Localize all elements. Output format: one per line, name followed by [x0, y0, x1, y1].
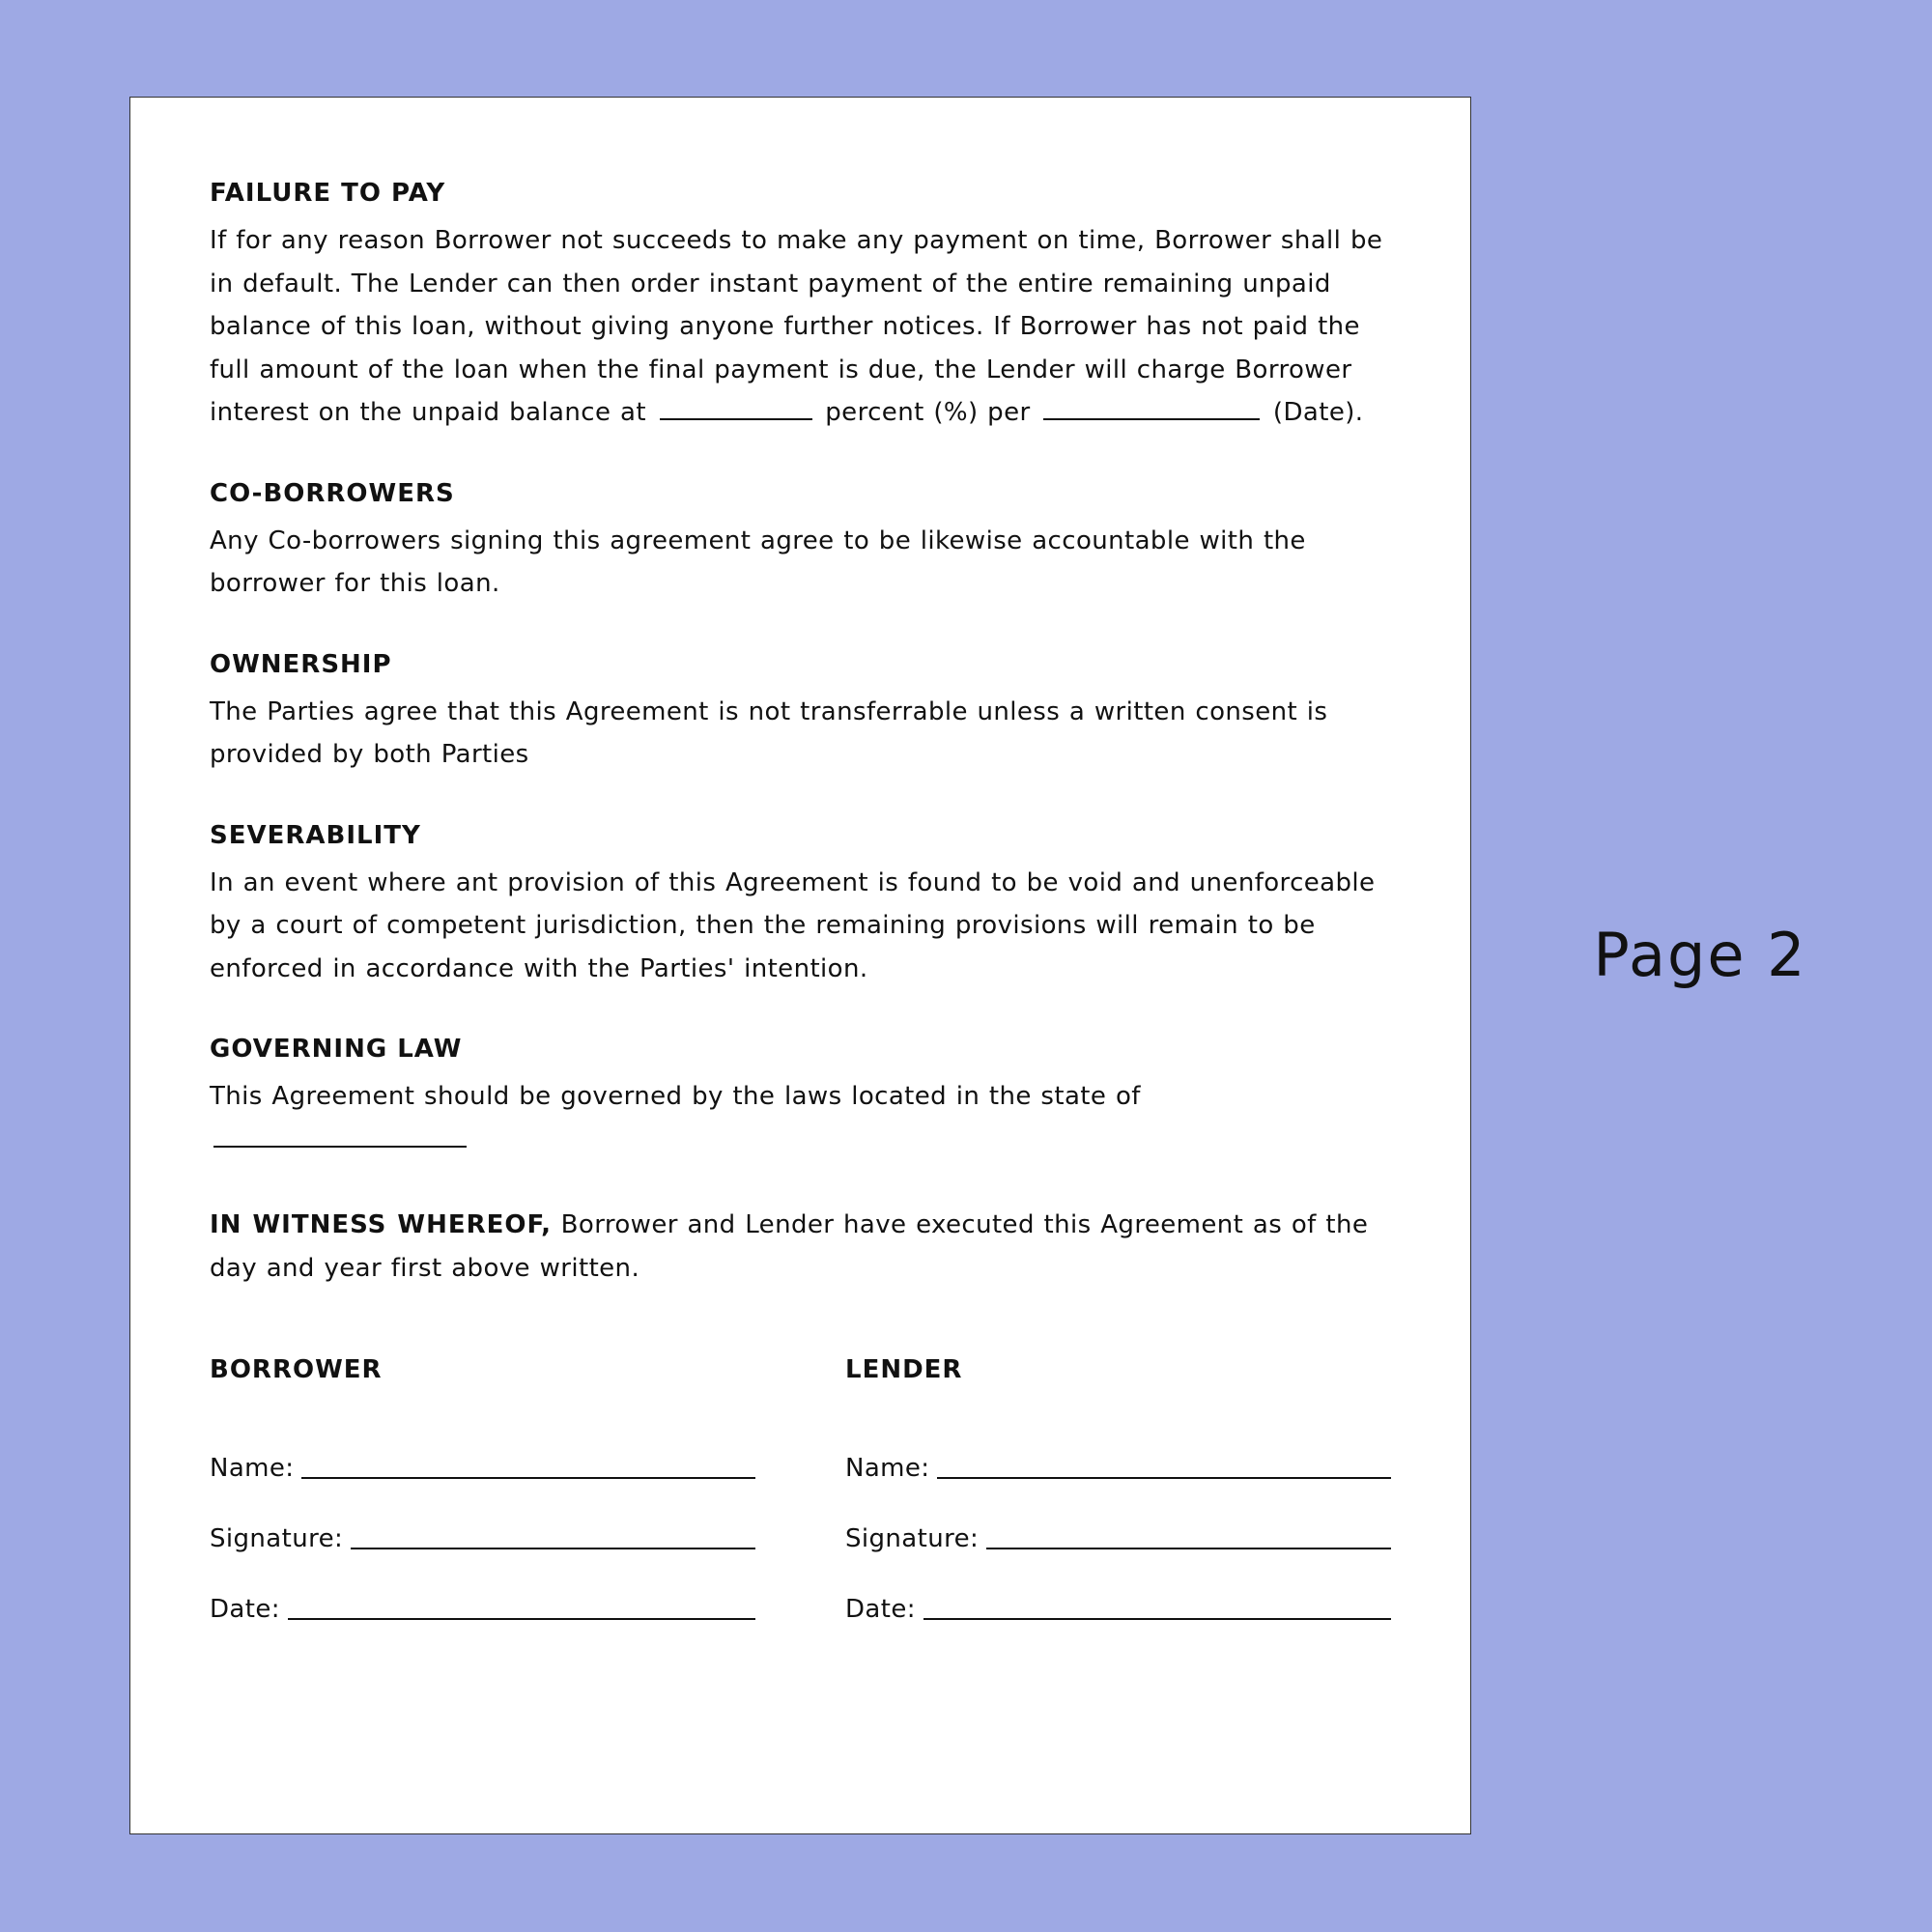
borrower-date-field[interactable] [288, 1618, 755, 1620]
borrower-signature-label: Signature: [210, 1524, 344, 1553]
page-number-label: Page 2 [1593, 920, 1807, 990]
lender-date-line[interactable] [845, 1591, 1391, 1624]
lender-name-field[interactable] [937, 1477, 1391, 1479]
section-ownership [210, 648, 1398, 777]
borrower-signature-column [210, 1353, 755, 1624]
witness-bold-text: IN WITNESS WHEREOF, [210, 1210, 552, 1239]
witness-text [210, 1204, 1398, 1290]
document-content [210, 177, 1398, 1332]
borrower-name-line[interactable] [210, 1450, 755, 1483]
section-severability [210, 819, 1398, 991]
lender-date-field[interactable] [923, 1618, 1391, 1620]
section-governing-law [210, 1033, 1398, 1161]
failure-to-pay-text-part1: If for any reason Borrower not succeeds to make any payment on time, Borrower shall be in default. The Lender can then order instant payment of the entire remaining unpaid balance of this loan, without giving anyone further notices. If Borrower has not paid the full amount of the loan when the final payment is due, the Lender will charge Borrower interest on the unpaid balance at [210, 226, 1383, 427]
state-blank[interactable] [213, 1124, 467, 1148]
borrower-date-line[interactable] [210, 1591, 755, 1624]
interest-period-blank[interactable] [1043, 397, 1260, 420]
failure-to-pay-text-part2: percent (%) per [825, 398, 1031, 427]
governing-law-text [210, 1075, 1398, 1161]
signature-block [210, 1353, 1398, 1662]
borrower-name-label: Name: [210, 1454, 295, 1483]
lender-signature-label: Signature: [845, 1524, 980, 1553]
ownership-heading: OWNERSHIP [210, 649, 392, 679]
severability-text: In an event where ant provision of this Agreement is found to be void and unenforceable by a court of competent jurisdiction, then the remaining provisions will remain to be enforced in accordance with the Parties' intention. [210, 867, 1376, 983]
ownership-text: The Parties agree that this Agreement is not transferrable unless a written consent is provided by both Parties [210, 696, 1328, 769]
lender-name-label: Name: [845, 1454, 930, 1483]
lender-name-line[interactable] [845, 1450, 1391, 1483]
lender-date-label: Date: [845, 1595, 916, 1624]
borrower-name-field[interactable] [301, 1477, 755, 1479]
lender-signature-column [845, 1353, 1391, 1624]
document-page [129, 97, 1471, 1834]
borrower-title: BORROWER [210, 1355, 383, 1384]
witness-body-text: Borrower and Lender have executed this Agreement as of the day and year first above written. [210, 1210, 1369, 1283]
borrower-signature-line[interactable] [210, 1520, 755, 1553]
governing-law-heading: GOVERNING LAW [210, 1035, 463, 1064]
section-failure-to-pay [210, 177, 1398, 435]
co-borrowers-text: Any Co-borrowers signing this agreement agree to be likewise accountable with the borrower for this loan. [210, 526, 1306, 598]
severability-heading: SEVERABILITY [210, 820, 421, 850]
borrower-signature-field[interactable] [351, 1548, 755, 1549]
co-borrowers-heading: CO-BORROWERS [210, 478, 455, 508]
section-co-borrowers [210, 477, 1398, 606]
failure-to-pay-text [210, 219, 1398, 435]
section-witness [210, 1204, 1398, 1290]
governing-law-text-label: This Agreement should be governed by the laws located in the state of [210, 1082, 1141, 1111]
interest-rate-blank[interactable] [660, 397, 812, 420]
borrower-date-label: Date: [210, 1595, 280, 1624]
lender-signature-line[interactable] [845, 1520, 1391, 1553]
failure-to-pay-text-part3: (Date). [1272, 398, 1364, 427]
failure-to-pay-heading: FAILURE TO PAY [210, 179, 446, 208]
lender-signature-field[interactable] [986, 1548, 1391, 1549]
lender-title: LENDER [845, 1355, 963, 1384]
